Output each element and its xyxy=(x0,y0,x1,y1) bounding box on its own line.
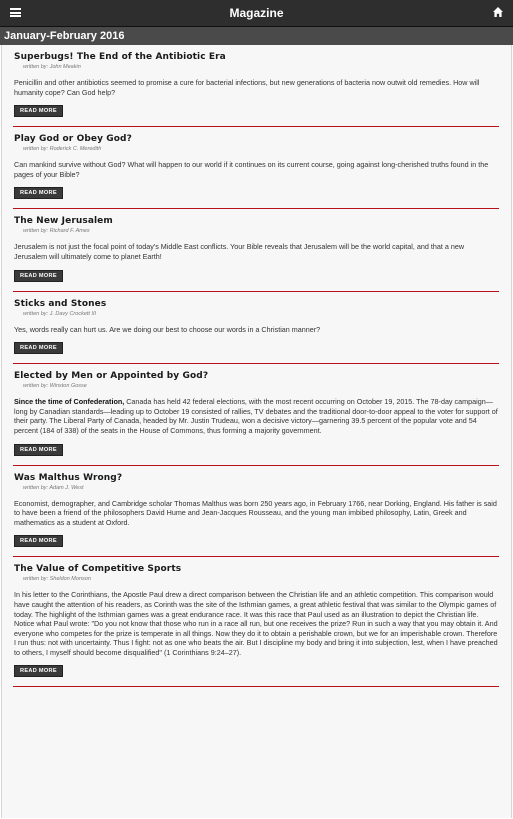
article-byline: written by: Sheldon Monson xyxy=(23,576,91,583)
article-title[interactable]: Superbugs! The End of the Antibiotic Era xyxy=(14,52,226,62)
read-more-button[interactable]: READ MORE xyxy=(14,270,63,282)
article-summary-text: Economist, demographer, and Cambridge scholar Thomas Malthus was born 250 years ago, in February 1766, near Dorking, England. His father is said to have been a friend of the philosophers David Hume and Jean-Jacques Rousseau, and the young man imbibed philosophy, Latin, Greek and mathematics as a student at Oxford. xyxy=(14,498,497,527)
article-summary xyxy=(14,499,499,528)
read-more-button[interactable]: READ MORE xyxy=(14,665,63,677)
read-more-button[interactable]: READ MORE xyxy=(14,105,63,117)
read-more-button[interactable]: READ MORE xyxy=(14,535,63,547)
article-item xyxy=(14,45,499,127)
hamburger-menu-icon[interactable] xyxy=(10,8,21,17)
article-byline: written by: Richard F. Ames xyxy=(23,228,90,235)
article-summary xyxy=(14,397,499,435)
article-item xyxy=(14,466,499,558)
article-summary xyxy=(14,78,499,97)
article-item xyxy=(14,292,499,365)
article-title[interactable]: The Value of Competitive Sports xyxy=(14,564,182,575)
article-summary-text: Penicillin and other antibiotics seemed to promise a cure for bacterial infections, but new generations of bacteria now outwit old remedies. How will humanity cope? Can God help? xyxy=(14,78,480,97)
app-header xyxy=(0,0,513,27)
article-title[interactable]: Sticks and Stones xyxy=(14,298,107,309)
article-summary-text: Canada has held 42 federal elections, with the most recent occurring on October 19, 2015. The 78-day campaign—long by Canadian standards—leading up to October 19 consisted of rallies, TV debates and the traditional door-to-door appeal to the voter for support of their party. The Liberal Party of Canada, headed by Mr. Justin Trudeau, won a decisive victory—garnering 39.5 percent of the popular vote and 54 percent (184 of 338) of the seats in the House of Commons, thus forming a majority government. xyxy=(14,397,498,435)
divider xyxy=(13,686,499,687)
article-title[interactable]: Play God or Obey God? xyxy=(14,134,132,145)
read-more-button[interactable]: READ MORE xyxy=(14,444,63,456)
article-item xyxy=(14,127,499,209)
app-title: Magazine xyxy=(229,6,284,20)
article-lead: Since the time of Confederation, xyxy=(14,397,125,407)
article-title[interactable]: Elected by Men or Appointed by God? xyxy=(14,371,209,382)
article-title[interactable]: The New Jerusalem xyxy=(14,216,113,227)
article-summary xyxy=(14,160,499,179)
article-summary-text: Jerusalem is not just the focal point of today's Middle East conflicts. Your Bible reveals that Jerusalem will be the world capital, and that a new Jerusalem will ultimately come to planet Earth! xyxy=(14,242,465,261)
article-summary-text: Yes, words really can hurt us. Are we doing our best to choose our words in a Christian manner? xyxy=(14,324,321,334)
article-item xyxy=(14,209,499,291)
article-item xyxy=(14,364,499,465)
read-more-button[interactable]: READ MORE xyxy=(14,342,63,354)
article-summary-text: In his letter to the Corinthians, the Apostle Paul drew a direct comparison between the Christian life and an athletic competition. This comparison would have caught the attention of his readers, as Corinth was the site of the Isthmian games, a great athletic festival that was similar to the Olympic games of today. The highlight of the Isthmian games was a great endurance race. It was this race that Paul used as an illustration to depict the Christian life. Notice what Paul wrote: "Do you not know that those who run in a race all run, but one receives the prize? Run in such a way that you may obtain it. And everyone who competes for the prize is temperate in all things. Now they do it to obtain a perishable crown, but we for an imperishable crown. Therefore I run thus: not with uncertainty. Thus I fight: not as one who beats the air. But I discipline my body and bring it into subjection, lest, when I have preached to others, I myself should become disqualified" (1 Corinthians 9:24–27). xyxy=(14,590,498,657)
article-byline: written by: Winston Gosse xyxy=(23,383,87,390)
article-byline: written by: Adam J. West xyxy=(23,484,84,491)
article-list xyxy=(1,45,512,818)
article-summary xyxy=(14,590,499,657)
article-summary-text: Can mankind survive without God? What will happen to our world if it continues on its current course, going against long-cherished truths found in the pages of your Bible? xyxy=(14,160,489,179)
article-byline: written by: Roderick C. Meredith xyxy=(23,146,102,153)
issue-title: January-February 2016 xyxy=(0,27,513,45)
read-more-button[interactable]: READ MORE xyxy=(14,187,63,199)
article-title[interactable]: Was Malthus Wrong? xyxy=(14,472,123,483)
article-item xyxy=(14,557,499,687)
article-summary xyxy=(14,242,499,261)
article-summary xyxy=(14,325,499,335)
home-icon[interactable] xyxy=(492,6,504,18)
article-byline: written by: J. Davy Crockett III xyxy=(23,310,97,317)
article-byline: written by: John Meakin xyxy=(23,64,81,70)
